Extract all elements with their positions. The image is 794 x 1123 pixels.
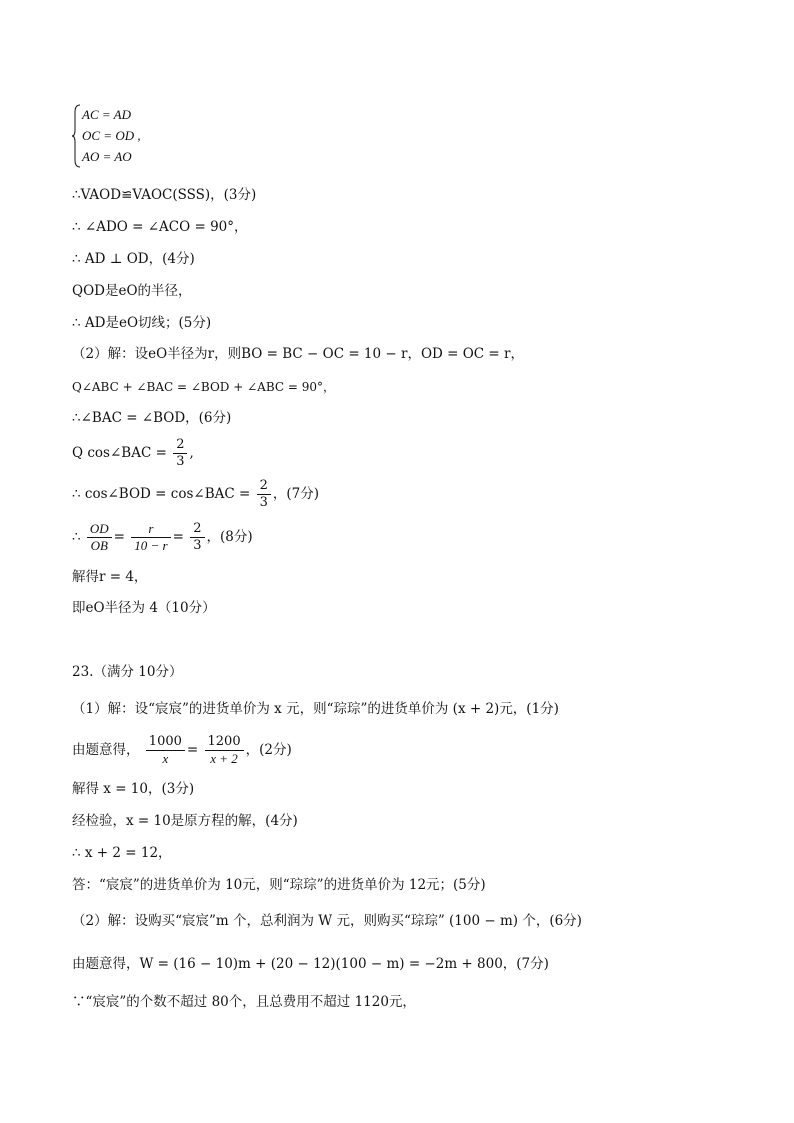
system-line-3: AO = AO bbox=[82, 149, 132, 164]
cos-bod-prefix: ∴ cos∠BOD = cos∠BAC = bbox=[72, 486, 251, 502]
cos-bac-suffix: , bbox=[189, 445, 194, 461]
fraction-numerator: 2 bbox=[176, 437, 185, 452]
fraction-denominator: 3 bbox=[257, 494, 271, 511]
fraction-r bbox=[131, 521, 170, 554]
line-23-part1-setup: （1）解：设“宸宸”的进货单价为 x 元，则“琮琮”的进货单价为 (x + 2)元，(1分) bbox=[72, 701, 559, 717]
fraction-denominator: OB bbox=[87, 537, 112, 554]
equation-prefix: 由题意得， bbox=[72, 742, 140, 758]
fraction-denominator: x bbox=[146, 750, 185, 767]
fraction-denominator: 3 bbox=[173, 453, 187, 470]
fraction-1000 bbox=[146, 734, 185, 767]
line-profit-function: 由题意得，W = (16 − 10)m + (20 − 12)(100 − m) = −2m + 800，(7分) bbox=[72, 956, 549, 972]
fraction-denominator: 10 − r bbox=[131, 537, 170, 554]
fraction-two-thirds bbox=[190, 521, 204, 554]
system-line-1: AC = AD bbox=[82, 107, 131, 122]
equals-sign: = bbox=[186, 742, 199, 758]
line-congruence: ∴VAOD≌VAOC(SSS)，(3分) bbox=[72, 187, 257, 203]
line-verify: 经检验，x = 10是原方程的解，(4分) bbox=[72, 813, 298, 829]
equals-sign: = bbox=[113, 529, 125, 545]
line-solve-r: 解得r = 4， bbox=[72, 569, 148, 585]
line-angle-equal: ∴ ∠ADO = ∠ACO = 90°， bbox=[72, 219, 248, 235]
line-ratio-equation bbox=[72, 521, 253, 554]
fraction-od-ob bbox=[87, 521, 112, 554]
fraction-numerator: 1200 bbox=[207, 734, 241, 749]
equals-sign: = bbox=[172, 529, 184, 545]
fraction-denominator: 3 bbox=[190, 537, 204, 554]
cos-bac-prefix: Q cos∠BAC = bbox=[72, 445, 167, 461]
line-angle-sum: Q∠ABC + ∠BAC = ∠BOD + ∠ABC = 90°， bbox=[72, 380, 336, 394]
line-constraint: ∵“宸宸”的个数不超过 80个，且总费用不超过 1120元， bbox=[72, 994, 416, 1010]
line-cos-bac bbox=[72, 437, 194, 470]
fraction-numerator: r bbox=[148, 521, 154, 536]
line-angle-bac-bod: ∴∠BAC = ∠BOD，(6分) bbox=[72, 410, 232, 426]
equation-suffix: ，(2分) bbox=[245, 742, 292, 758]
fraction-numerator: 2 bbox=[193, 521, 202, 536]
line-perpendicular: ∴ AD ⊥ OD，(4分) bbox=[72, 251, 195, 267]
line-23-equation bbox=[72, 734, 292, 767]
system-line-2: OC = OD , bbox=[82, 128, 141, 143]
fraction-numerator: 2 bbox=[259, 478, 268, 493]
line-cos-bod bbox=[72, 478, 319, 511]
line-radius-answer: 即eO半径为 4（10分） bbox=[72, 600, 216, 616]
line-radius: QOD是eO的半径， bbox=[72, 283, 192, 299]
line-23-answer1: 答：“宸宸”的进货单价为 10元，则“琮琮”的进货单价为 12元；(5分) bbox=[72, 877, 486, 893]
line-tangent: ∴ AD是eO切线；(5分) bbox=[72, 315, 212, 331]
question-23-heading: 23.（满分 10分） bbox=[72, 664, 183, 680]
fraction-1200 bbox=[205, 734, 244, 767]
ratio-suffix: ，(8分) bbox=[206, 529, 253, 545]
fraction-cos-bod bbox=[257, 478, 271, 511]
left-brace-icon bbox=[72, 104, 82, 168]
line-23-part2-setup: （2）解：设购买“宸宸”m 个，总利润为 W 元，则购买“琮琮” (100 − m) 个，(6分) bbox=[72, 913, 582, 929]
line-part2-setup: （2）解：设eO半径为r，则BO = BC − OC = 10 − r，OD = OC = r， bbox=[72, 346, 524, 362]
fraction-cos-bac bbox=[173, 437, 187, 470]
fraction-denominator: x + 2 bbox=[205, 750, 244, 767]
therefore-symbol: ∴ bbox=[72, 529, 81, 545]
cos-bod-suffix: ，(7分) bbox=[272, 486, 319, 502]
fraction-numerator: OD bbox=[89, 521, 109, 536]
line-solve-x: 解得 x = 10，(3分) bbox=[72, 781, 195, 797]
line-x-plus-2: ∴ x + 2 = 12， bbox=[72, 845, 172, 861]
fraction-numerator: 1000 bbox=[148, 734, 182, 749]
